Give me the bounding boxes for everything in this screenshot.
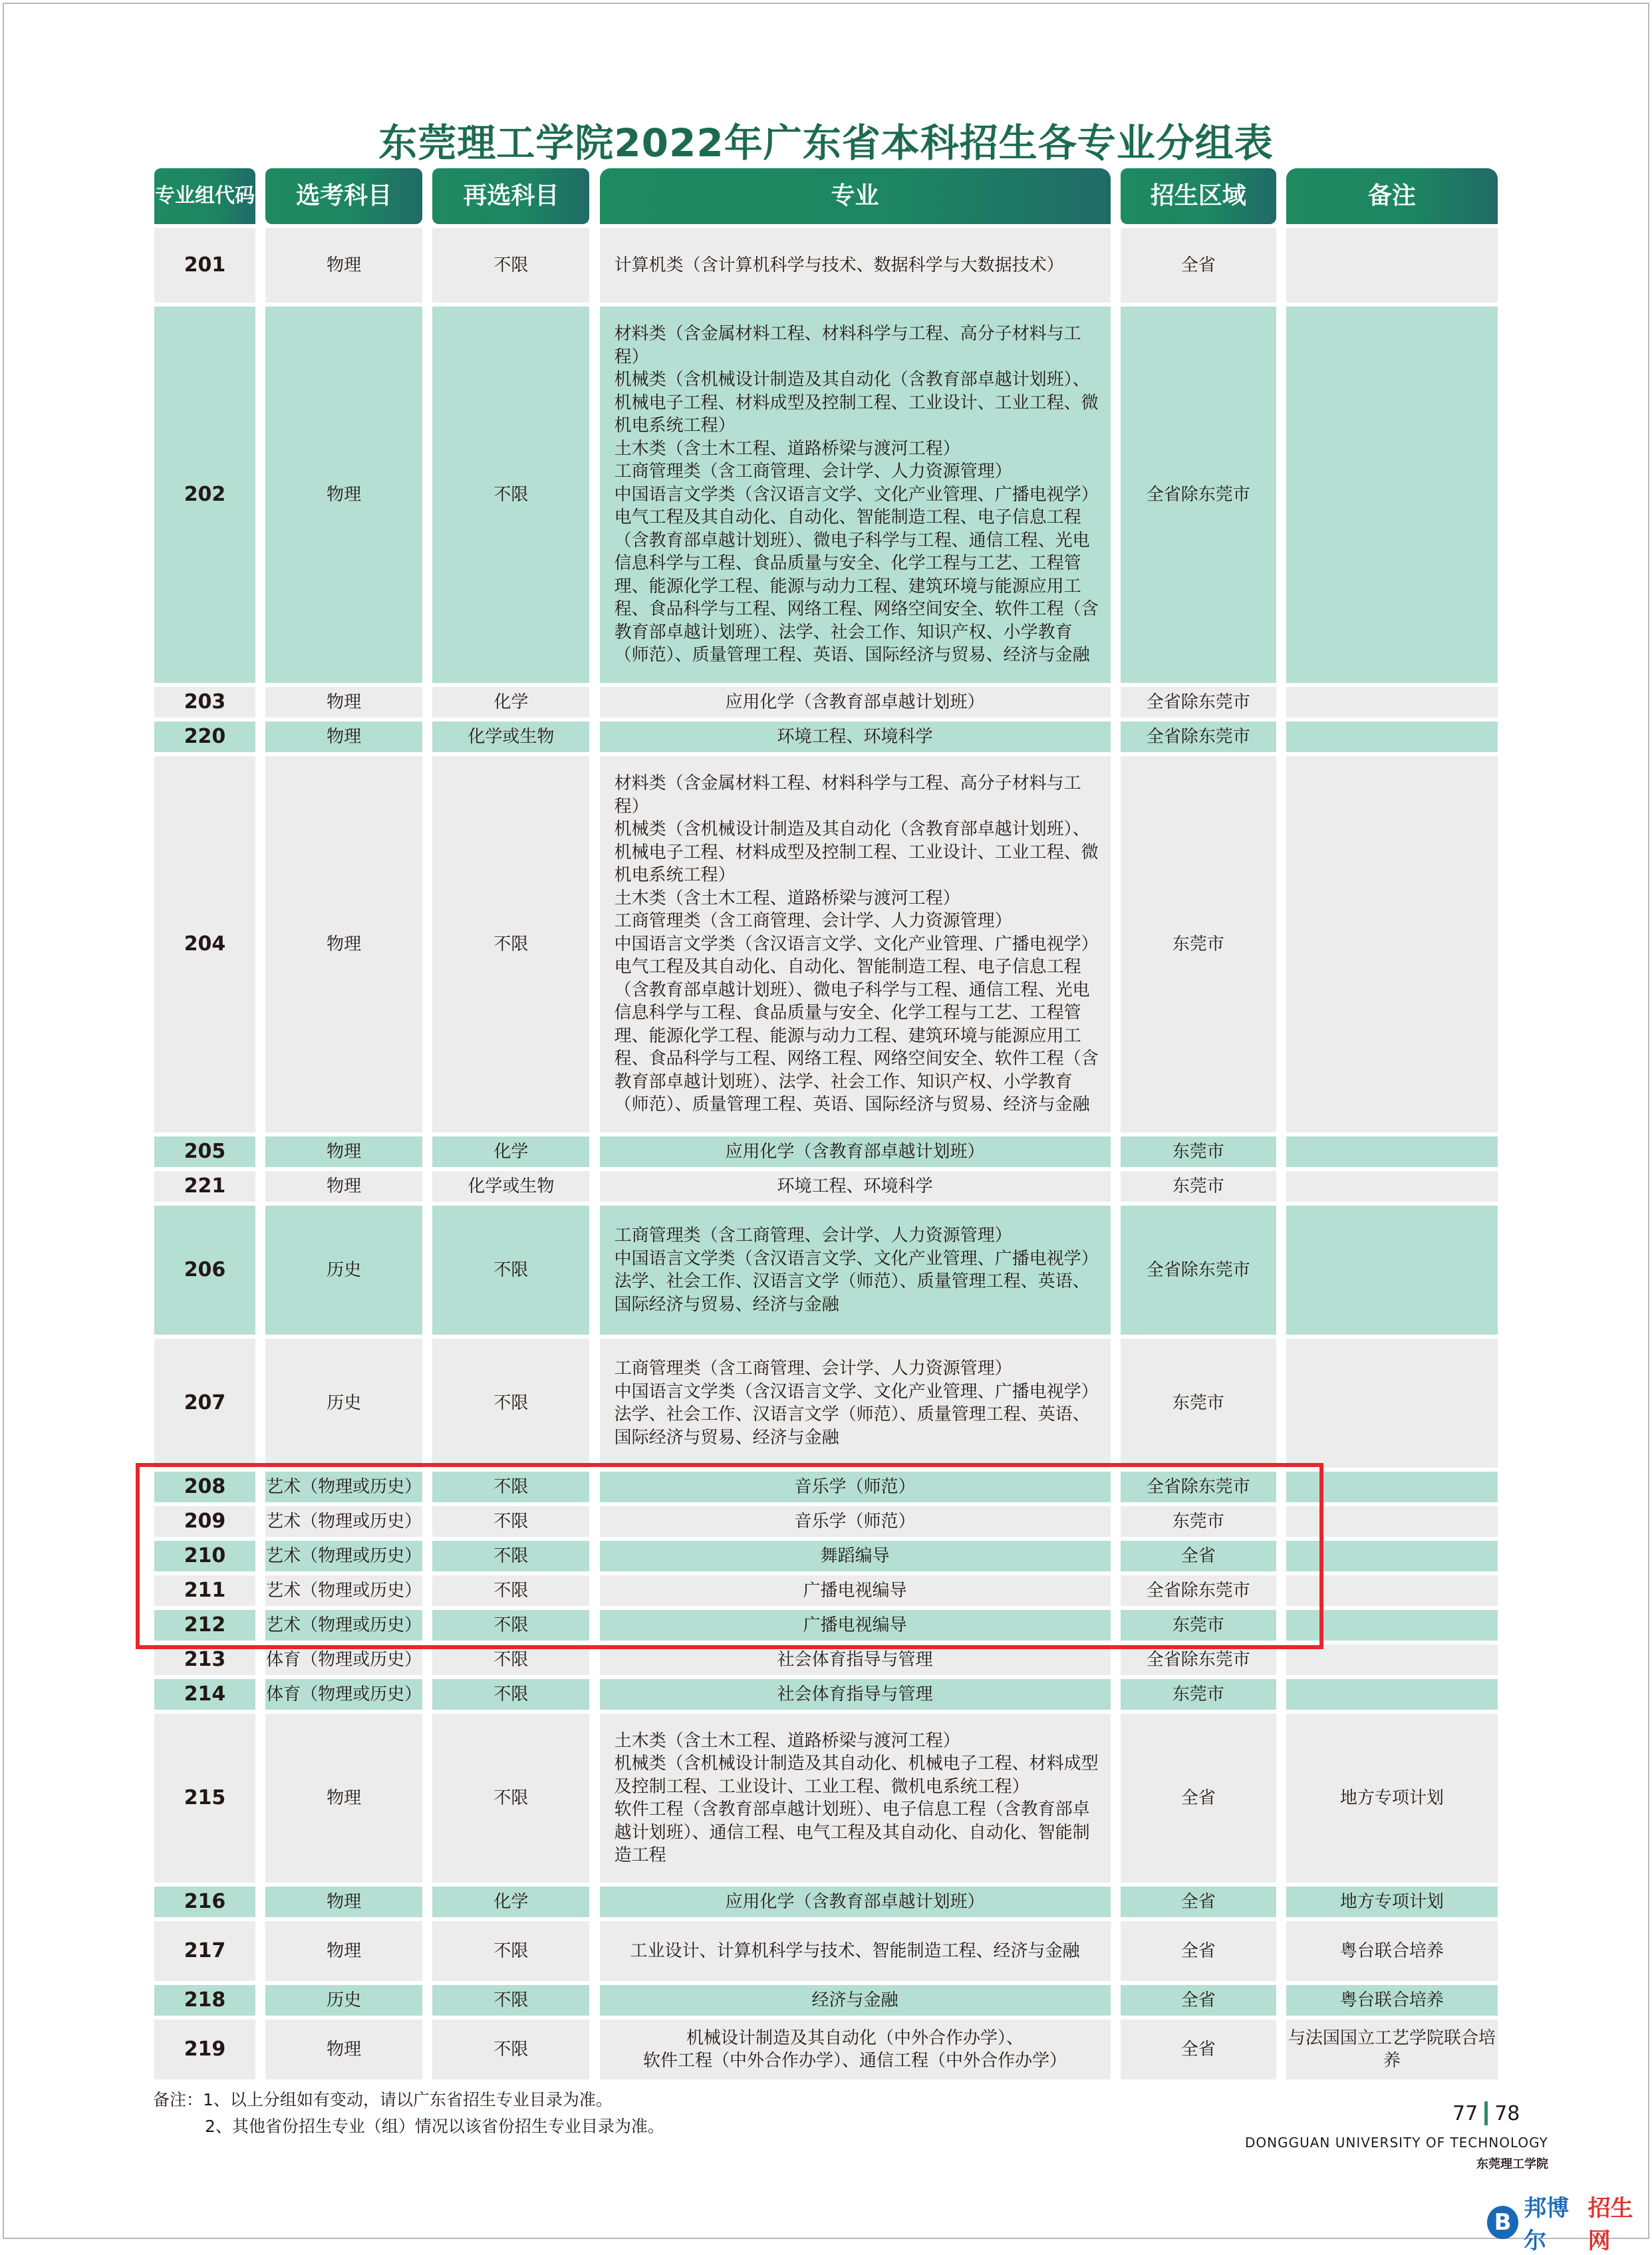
watermark-text-b: 招生网: [1587, 2195, 1633, 2254]
cell-subject-text: 物理: [327, 692, 362, 712]
cell-reselect-text: 化学或生物: [468, 1176, 555, 1196]
cell-subject-text: 物理: [327, 1940, 362, 1961]
table-row: [154, 1206, 1498, 1335]
cell-subject-text: 体育（物理或历史）: [266, 1684, 422, 1704]
cell-region: [1121, 1206, 1276, 1335]
table-row: [154, 1887, 1498, 1917]
cell-region-text: 东莞市: [1172, 1684, 1224, 1704]
cell-group-code-text: 213: [184, 1647, 226, 1671]
cell-reselect: [432, 1679, 589, 1710]
cell-subject: [265, 1206, 422, 1335]
table-header: [154, 168, 1498, 224]
cell-subject: [265, 687, 422, 718]
cell-note: [1286, 307, 1498, 683]
header-group-code: 专业组代码: [154, 168, 255, 224]
table-row: [154, 307, 1498, 683]
cell-group-code-text: 220: [184, 724, 226, 748]
cell-region: [1121, 1887, 1276, 1917]
cell-major: [600, 1921, 1111, 1981]
cell-reselect-text: 化学: [493, 1891, 529, 1912]
cell-major-text: 舞蹈编导: [820, 1545, 890, 1566]
cell-major: [600, 756, 1111, 1132]
university-name-cn: 东莞理工学院: [1476, 2157, 1548, 2171]
cell-subject: [265, 722, 422, 752]
cell-reselect: [432, 722, 589, 752]
cell-group-code: [154, 1679, 255, 1710]
cell-major-text: 社会体育指导与管理: [777, 1649, 933, 1670]
table-row: [154, 2020, 1498, 2079]
cell-major-text: 经济与金融: [811, 1990, 898, 2010]
cell-group-code-text: 203: [184, 690, 226, 714]
cell-reselect-text: 不限: [493, 1511, 529, 1531]
cell-note-text: 粤台联合培养: [1339, 1940, 1444, 1961]
cell-major: [600, 1714, 1111, 1883]
cell-subject-text: 艺术（物理或历史）: [266, 1545, 422, 1566]
header-reselect: 再选科目: [432, 168, 589, 224]
page-number-right: 78: [1494, 2101, 1520, 2125]
cell-group-code-text: 206: [184, 1258, 226, 1281]
table-row: [154, 1679, 1498, 1710]
cell-reselect-text: 不限: [493, 1684, 529, 1704]
cell-group-code-text: 219: [184, 2037, 226, 2061]
cell-group-code-text: 204: [184, 932, 226, 956]
cell-group-code-text: 218: [184, 1988, 226, 2012]
cell-major-text: 广播电视编导: [803, 1615, 907, 1635]
cell-region: [1121, 1171, 1276, 1202]
cell-reselect-text: 不限: [493, 1393, 529, 1413]
cell-region-text: 全省: [1180, 255, 1216, 275]
cell-major: [600, 1985, 1111, 2016]
cell-group-code: [154, 1171, 255, 1202]
header-note: 备注: [1286, 168, 1498, 224]
cell-group-code: [154, 1985, 255, 2016]
cell-group-code: [154, 1714, 255, 1883]
table-row: [154, 228, 1498, 303]
cell-region-text: 全省除东莞市: [1146, 692, 1250, 712]
cell-note: [1286, 1206, 1498, 1335]
cell-subject-text: 艺术（物理或历史）: [266, 1580, 422, 1601]
cell-region-text: 全省除东莞市: [1146, 1649, 1250, 1670]
table-row: [154, 1339, 1498, 1468]
cell-region-text: 全省: [1180, 1545, 1216, 1566]
cell-reselect-text: 不限: [493, 1260, 529, 1280]
page-title: 东莞理工学院2022年广东省本科招生各专业分组表: [378, 120, 1274, 166]
cell-subject-text: 物理: [327, 484, 362, 505]
header-major: 专业: [600, 168, 1111, 224]
cell-major: [600, 1171, 1111, 1202]
cell-subject-text: 物理: [327, 1891, 362, 1912]
cell-major-text: 社会体育指导与管理: [777, 1684, 933, 1704]
cell-group-code-text: 212: [184, 1613, 226, 1637]
cell-major-text: 计算机类（含计算机科学与技术、数据科学与大数据技术）: [614, 255, 1064, 275]
cell-major-text: 应用化学（含教育部卓越计划班）: [725, 1141, 985, 1162]
table-row: [154, 722, 1498, 752]
cell-note-text: 粤台联合培养: [1339, 1990, 1444, 2010]
cell-subject-text: 历史: [327, 1990, 362, 2010]
cell-reselect: [432, 756, 589, 1132]
note-line-1: 备注：1、以上分组如有变动，请以广东省招生专业目录为准。: [153, 2090, 613, 2109]
cell-region-text: 全省除东莞市: [1146, 726, 1250, 747]
cell-reselect: [432, 687, 589, 718]
cell-note: [1286, 1679, 1498, 1710]
cell-group-code: [154, 1339, 255, 1468]
cell-major: [600, 1887, 1111, 1917]
cell-major: [600, 1206, 1111, 1335]
cell-region: [1121, 756, 1276, 1132]
cell-reselect: [432, 1171, 589, 1202]
cell-group-code: [154, 1887, 255, 1917]
cell-group-code: [154, 2020, 255, 2079]
cell-group-code-text: 221: [184, 1174, 226, 1198]
cell-major-text: 音乐学（师范）: [794, 1476, 916, 1497]
cell-reselect-text: 不限: [493, 1545, 529, 1566]
cell-region: [1121, 1136, 1276, 1167]
cell-subject-text: 历史: [327, 1260, 362, 1280]
cell-major-text: 材料类（含金属材料工程、材料科学与工程、高分子材料与工程） 机械类（含机械设计制造及其自动化（含教育部卓越计划班）、机械电子工程、材料成型及控制工程、工业设计、工业工程、微机电系统工程） 土木类（含土木工程、道路桥梁与渡河工程） 工商管理类（含工商管理、会计学、人力资源管理） 中国语言文学类（含汉语言文学、文化产业管理、广播电视学） 电气工程及其自动化、自动化、智能制造工程、电子信息工程（含教育部卓越计划班）、微电子科学与工程、通信工程、光电信息科学与工程、食品质量与安全、化学工程与工艺、工程管理、能源化学工程、能源与动力工程、建筑环境与能源应用工程、食品科学与工程、网络工程、网络空间安全、软件工程（含教育部卓越计划班）、法学、社会工作、知识产权、小学教育（师范）、质量管理工程、英语、国际经济与贸易、经济与金融: [614, 324, 1099, 666]
cell-reselect: [432, 1921, 589, 1981]
cell-region-text: 东莞市: [1172, 934, 1224, 954]
cell-reselect-text: 不限: [493, 484, 529, 505]
cell-major: [600, 1136, 1111, 1167]
cell-note: [1286, 1887, 1498, 1917]
cell-subject: [265, 1339, 422, 1468]
cell-subject: [265, 228, 422, 303]
cell-region-text: 东莞市: [1172, 1393, 1224, 1413]
cell-reselect-text: 不限: [493, 1788, 529, 1808]
cell-reselect-text: 不限: [493, 2039, 529, 2059]
cell-major: [600, 687, 1111, 718]
cell-reselect: [432, 2020, 589, 2079]
cell-major-text: 应用化学（含教育部卓越计划班）: [725, 692, 985, 712]
cell-region: [1121, 1985, 1276, 2016]
cell-region-text: 全省: [1180, 1990, 1216, 2010]
enrollment-table: [154, 168, 1498, 2083]
cell-reselect: [432, 1136, 589, 1167]
cell-reselect-text: 不限: [493, 255, 529, 275]
cell-region: [1121, 1679, 1276, 1710]
cell-note: [1286, 2020, 1498, 2079]
cell-subject-text: 艺术（物理或历史）: [266, 1511, 422, 1531]
cell-region-text: 全省除东莞市: [1146, 1260, 1250, 1280]
cell-region-text: 全省除东莞市: [1146, 1580, 1250, 1601]
table-row: [154, 1171, 1498, 1202]
cell-subject-text: 体育（物理或历史）: [266, 1649, 422, 1670]
cell-reselect: [432, 228, 589, 303]
table-row: [154, 1921, 1498, 1981]
cell-group-code-text: 217: [184, 1938, 226, 1962]
cell-reselect: [432, 1714, 589, 1883]
cell-note: [1286, 1171, 1498, 1202]
cell-region-text: 东莞市: [1172, 1141, 1224, 1162]
cell-reselect: [432, 1339, 589, 1468]
cell-region: [1121, 2020, 1276, 2079]
highlight-box: [136, 1463, 1323, 1649]
cell-group-code-text: 205: [184, 1139, 226, 1163]
cell-note: [1286, 1339, 1498, 1468]
cell-major-text: 土木类（含土木工程、道路桥梁与渡河工程） 机械类（含机械设计制造及其自动化、机械电子工程、材料成型及控制工程、工业设计、工业工程、微机电系统工程） 软件工程（含教育部卓越计划班）、电子信息工程（含教育部卓越计划班）、通信工程、电气工程及其自动化、自动化、智能制造工程: [614, 1730, 1099, 1865]
cell-subject-text: 艺术（物理或历史）: [266, 1615, 422, 1635]
cell-region-text: 东莞市: [1172, 1615, 1224, 1635]
cell-reselect-text: 不限: [493, 1580, 529, 1601]
cell-region-text: 东莞市: [1172, 1176, 1224, 1196]
cell-group-code: [154, 307, 255, 683]
cell-group-code-text: 201: [184, 253, 226, 277]
cell-group-code-text: 215: [184, 1786, 226, 1809]
cell-major: [600, 228, 1111, 303]
cell-group-code: [154, 228, 255, 303]
cell-reselect-text: 不限: [493, 934, 529, 954]
cell-reselect: [432, 307, 589, 683]
cell-region-text: 全省: [1180, 2039, 1216, 2059]
university-name-en: DONGGUAN UNIVERSITY OF TECHNOLOGY: [1245, 2135, 1548, 2151]
cell-major: [600, 1679, 1111, 1710]
cell-major-text: 环境工程、环境科学: [777, 1176, 933, 1196]
cell-subject: [265, 2020, 422, 2079]
cell-subject: [265, 1921, 422, 1981]
cell-reselect-text: 不限: [493, 1476, 529, 1497]
cell-subject: [265, 1714, 422, 1883]
cell-note: [1286, 1714, 1498, 1883]
table-row: [154, 687, 1498, 718]
cell-subject-text: 物理: [327, 1141, 362, 1162]
cell-group-code-text: 211: [184, 1578, 226, 1602]
cell-region: [1121, 687, 1276, 718]
cell-group-code-text: 202: [184, 482, 226, 506]
cell-subject-text: 物理: [327, 1788, 362, 1808]
cell-region-text: 全省除东莞市: [1146, 1476, 1250, 1497]
cell-major: [600, 307, 1111, 683]
cell-region: [1121, 1714, 1276, 1883]
cell-reselect-text: 不限: [493, 1940, 529, 1961]
cell-subject-text: 物理: [327, 726, 362, 747]
table-row: [154, 1985, 1498, 2016]
cell-reselect-text: 化学: [493, 1141, 529, 1162]
cell-region: [1121, 307, 1276, 683]
cell-major: [600, 2020, 1111, 2079]
page-divider: [1484, 2101, 1488, 2125]
cell-region-text: 全省: [1180, 1788, 1216, 1808]
cell-reselect-text: 化学: [493, 692, 529, 712]
cell-note-text: 地方专项计划: [1339, 1891, 1444, 1912]
cell-major: [600, 722, 1111, 752]
cell-major: [600, 1339, 1111, 1468]
cell-reselect-text: 不限: [493, 1990, 529, 2010]
cell-subject-text: 物理: [327, 2039, 362, 2059]
cell-region-text: 东莞市: [1172, 1511, 1224, 1531]
table-row: [154, 1136, 1498, 1167]
cell-group-code: [154, 1206, 255, 1335]
cell-note: [1286, 228, 1498, 303]
cell-subject-text: 物理: [327, 934, 362, 954]
cell-group-code: [154, 756, 255, 1132]
cell-major-text: 环境工程、环境科学: [777, 726, 933, 747]
cell-group-code-text: 214: [184, 1682, 226, 1706]
cell-major-text: 材料类（含金属材料工程、材料科学与工程、高分子材料与工程） 机械类（含机械设计制造及其自动化（含教育部卓越计划班）、机械电子工程、材料成型及控制工程、工业设计、工业工程、微机电系统工程） 土木类（含土木工程、道路桥梁与渡河工程） 工商管理类（含工商管理、会计学、人力资源管理） 中国语言文学类（含汉语言文学、文化产业管理、广播电视学） 电气工程及其自动化、自动化、智能制造工程、电子信息工程（含教育部卓越计划班）、微电子科学与工程、通信工程、光电信息科学与工程、食品质量与安全、化学工程与工艺、工程管理、能源化学工程、能源与动力工程、建筑环境与能源应用工程、食品科学与工程、网络工程、网络空间安全、软件工程（含教育部卓越计划班）、法学、社会工作、知识产权、小学教育（师范）、质量管理工程、英语、国际经济与贸易、经济与金融: [614, 773, 1099, 1115]
cell-reselect: [432, 1206, 589, 1335]
cell-group-code: [154, 1136, 255, 1167]
cell-note: [1286, 756, 1498, 1132]
table-row: [154, 756, 1498, 1132]
cell-subject-text: 历史: [327, 1393, 362, 1413]
cell-major-text: 工业设计、计算机科学与技术、智能制造工程、经济与金融: [630, 1940, 1080, 1961]
cell-reselect: [432, 1887, 589, 1917]
header-region: 招生区域: [1121, 168, 1276, 224]
cell-subject-text: 物理: [327, 1176, 362, 1196]
cell-reselect-text: 化学或生物: [468, 726, 555, 747]
watermark-logo-icon: B: [1487, 2206, 1518, 2239]
table-body: [154, 228, 1498, 2079]
page-numbers: [1452, 2101, 1520, 2125]
cell-subject: [265, 1171, 422, 1202]
table-row: [154, 1714, 1498, 1883]
cell-subject: [265, 1679, 422, 1710]
cell-major-text: 工商管理类（含工商管理、会计学、人力资源管理） 中国语言文学类（含汉语言文学、文化产业管理、广播电视学） 法学、社会工作、汉语言文学（师范）、质量管理工程、英语、国际经济与贸易、经济与金融: [614, 1226, 1099, 1315]
cell-group-code-text: 207: [184, 1391, 226, 1414]
cell-subject-text: 物理: [327, 255, 362, 275]
cell-region: [1121, 228, 1276, 303]
cell-subject: [265, 1136, 422, 1167]
cell-group-code: [154, 722, 255, 752]
cell-subject: [265, 307, 422, 683]
cell-region: [1121, 722, 1276, 752]
cell-group-code-text: 216: [184, 1889, 226, 1913]
cell-note-text: 地方专项计划: [1339, 1788, 1444, 1808]
cell-reselect: [432, 1985, 589, 2016]
cell-region-text: 全省: [1180, 1891, 1216, 1912]
cell-note: [1286, 1985, 1498, 2016]
cell-region: [1121, 1339, 1276, 1468]
cell-subject: [265, 756, 422, 1132]
note-line-2: 2、其他省份招生专业（组）情况以该省份招生专业目录为准。: [205, 2117, 664, 2136]
cell-region-text: 全省除东莞市: [1146, 484, 1250, 505]
cell-region: [1121, 1921, 1276, 1981]
cell-region-text: 全省: [1180, 1940, 1216, 1961]
header-subject: 选考科目: [265, 168, 422, 224]
cell-subject-text: 艺术（物理或历史）: [266, 1476, 422, 1497]
cell-major-text: 机械设计制造及其自动化（中外合作办学）、 软件工程（中外合作办学）、通信工程（中外合作办学）: [643, 2028, 1067, 2071]
cell-group-code-text: 210: [184, 1543, 226, 1567]
cell-major-text: 工商管理类（含工商管理、会计学、人力资源管理） 中国语言文学类（含汉语言文学、文化产业管理、广播电视学） 法学、社会工作、汉语言文学（师范）、质量管理工程、英语、国际经济与贸易、经济与金融: [614, 1359, 1099, 1448]
cell-group-code-text: 209: [184, 1509, 226, 1533]
cell-major-text: 音乐学（师范）: [794, 1511, 916, 1531]
cell-reselect-text: 不限: [493, 1615, 529, 1635]
cell-major-text: 广播电视编导: [803, 1580, 907, 1601]
watermark: [1487, 2190, 1652, 2255]
cell-note: [1286, 1136, 1498, 1167]
cell-subject: [265, 1887, 422, 1917]
page-number-left: 77: [1452, 2101, 1478, 2125]
cell-major-text: 应用化学（含教育部卓越计划班）: [725, 1891, 985, 1912]
cell-note: [1286, 687, 1498, 718]
watermark-text-a: 邦博尔: [1524, 2195, 1570, 2254]
cell-note: [1286, 1921, 1498, 1981]
cell-group-code-text: 208: [184, 1474, 226, 1498]
cell-note: [1286, 722, 1498, 752]
cell-reselect-text: 不限: [493, 1649, 529, 1670]
cell-group-code: [154, 1921, 255, 1981]
cell-group-code: [154, 687, 255, 718]
cell-note-text: 与法国国立工艺学院联合培养: [1288, 2028, 1496, 2071]
cell-subject: [265, 1985, 422, 2016]
